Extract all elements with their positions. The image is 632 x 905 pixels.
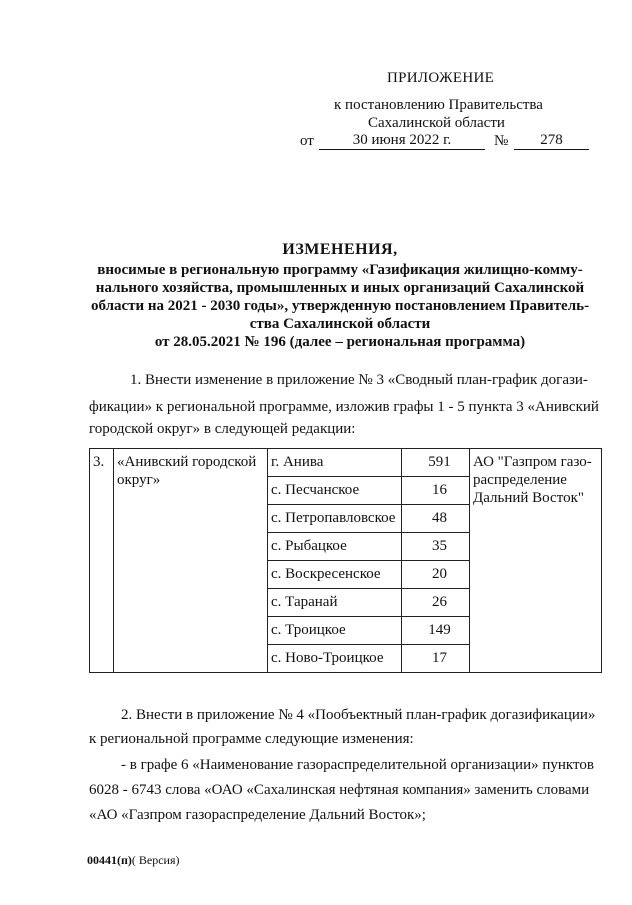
count-cell [402,477,470,505]
appendix-line-2: Сахалинской области [368,115,505,131]
count-cell [402,617,470,645]
document-subtitle [90,261,590,351]
appendix-title: ПРИЛОЖЕНИЕ [387,70,495,86]
appendix-line-1: к постановлению Правительства [334,97,543,113]
locality-cell: с. Ново-Троицкое [268,645,402,673]
locality-cell: г. Анива [268,449,402,477]
count-value: 149 [428,622,451,638]
document-title: ИЗМЕНЕНИЯ, [282,241,398,258]
localities-table [89,448,602,673]
locality-cell: с. Троицкое [268,617,402,645]
section2-line: - в графе 6 «Наименование газораспределительной организации» пунктов [121,757,594,773]
organization-cell: АО "Газпром газо-распределение Дальний Восток" [470,449,602,673]
count-cell [402,645,470,673]
count-cell [402,505,470,533]
decree-number: 278 [514,132,589,150]
count-cell [402,533,470,561]
count-value: 20 [432,566,447,582]
from-label: от [300,133,314,149]
subtitle-line: вносимые в региональную программу «Газификация жилищно-комму- [97,262,583,278]
count-cell [402,449,470,477]
item-number-cell: 3. [90,449,114,673]
section1-line: городской округ» в следующей редакции: [89,421,356,437]
locality-cell: с. Воскресенское [268,561,402,589]
municipality-cell: «Анивский городской округ» [114,449,268,673]
count-cell [402,561,470,589]
version-label: ( Версия) [131,853,180,867]
count-cell [402,589,470,617]
count-value: 591 [428,454,451,470]
table-row [90,449,602,477]
count-value: 17 [432,650,447,666]
subtitle-line: нального хозяйства, промышленных и иных организаций Сахалинской [95,280,585,296]
document-code [87,853,180,868]
section2-line: 2. Внести в приложение № 4 «Пообъектный план-график догазификации» [121,707,596,723]
subtitle-line: области на 2021 - 2030 годы», утвержденную постановлением Правитель- [90,298,590,314]
decree-date: 30 июня 2022 г. [319,132,485,150]
count-value: 26 [432,594,447,610]
locality-cell: с. Рыбацкое [268,533,402,561]
count-value: 48 [432,510,447,526]
locality-cell: с. Песчанское [268,477,402,505]
number-sign: № [494,133,509,149]
count-value: 35 [432,538,447,554]
section2-line: к региональной программе следующие изменения: [89,731,414,747]
locality-cell: с. Таранай [268,589,402,617]
section1-line: фикации» к региональной программе, изложив графы 1 - 5 пункта 3 «Анивский [89,399,599,415]
section2-line: «АО «Газпром газораспределение Дальний Восток»; [89,807,426,823]
code-label: 00441(п) [87,853,132,867]
section1-line: 1. Внести изменение в приложение № 3 «Сводный план-график догази- [130,372,588,388]
section2-line: 6028 - 6743 слова «ОАО «Сахалинская нефтяная компания» заменить словами [89,782,590,798]
count-value: 16 [432,482,447,498]
subtitle-line: от 28.05.2021 № 196 (далее – региональная программа) [154,334,526,350]
subtitle-line: ства Сахалинской области [249,316,431,332]
locality-cell: с. Петропавловское [268,505,402,533]
